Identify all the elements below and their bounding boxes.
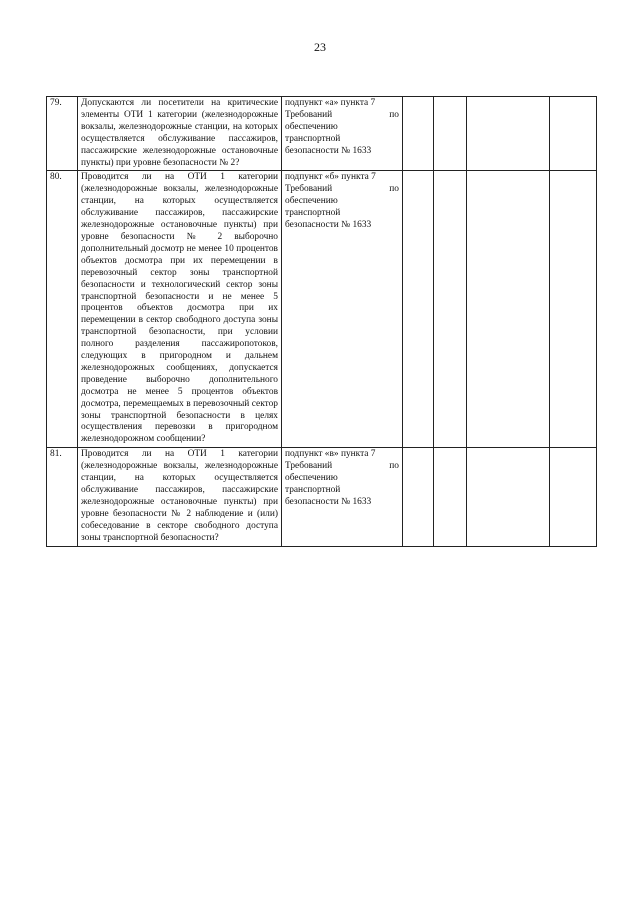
reference-line xyxy=(285,110,399,122)
reference-line: транспортной xyxy=(285,208,341,219)
row-number: 79. xyxy=(47,97,78,171)
question-text: Проводится ли на ОТИ 1 категории (железнодорожные вокзалы, железнодорожные станции, на которых осуществляется обслуживание пассажиров, пассажирские железнодорожные остановочные пункты) при уровне безопасности № 2 выборочно дополнительный досмотр не менее 10 процентов объектов досмотра при их перемещении в перевозочный сектор зоны транспортной безопасности и технологический сектор зоны транспортной безопасности и не менее 5 процентов объектов досмотра при их перемещении в сектор свободного доступа зоны транспортной безопасности, при условии полного разделения пассажиропотоков, следующих в пригородном и дальнем железнодорожных сообщениях, допускается проведение выборочно дополнительного досмотра не менее 5 процентов объектов досмотра, перемещаемых в перевозочный сектор зоны транспортной безопасности в целях осуществления перевозки в пригородном железнодорожном сообщении? xyxy=(78,171,282,448)
reference-word: Требований xyxy=(285,461,333,472)
reference-line xyxy=(285,184,399,196)
table-row xyxy=(47,97,597,171)
reference-word: по xyxy=(389,109,399,120)
question-text: Допускаются ли посетители на критические элементы ОТИ 1 категории (железнодорожные вокзалы, железнодорожные станции, на которых осуществляется обслуживание пассажиров, пассажирские железнодорожные остановочные пункты) при уровне безопасности № 2? xyxy=(78,97,282,171)
page-number: 23 xyxy=(314,40,326,54)
question-text: Проводится ли на ОТИ 1 категории (железнодорожные вокзалы, железнодорожные станции, на которых осуществляется обслуживание пассажиров, пассажирские железнодорожные остановочные пункты) при уровне безопасности № 2 наблюдение и (или) собеседование в секторе свободного доступа зоны транспортной безопасности? xyxy=(78,448,282,546)
table-row xyxy=(47,171,597,448)
reference-line: безопасности № 1633 xyxy=(285,496,372,507)
reference-line: обеспечению xyxy=(285,121,338,132)
comment-cell[interactable] xyxy=(550,171,597,448)
legal-reference xyxy=(282,448,403,546)
answer-cell[interactable] xyxy=(403,97,434,171)
answer-cell[interactable] xyxy=(403,448,434,546)
answer-cell[interactable] xyxy=(467,171,550,448)
answer-cell[interactable] xyxy=(434,97,467,171)
reference-word: Требований xyxy=(285,109,333,120)
reference-line xyxy=(285,461,399,473)
legal-reference xyxy=(282,171,403,448)
checklist-table xyxy=(46,96,597,547)
reference-line: безопасности № 1633 xyxy=(285,220,372,231)
reference-line: транспортной xyxy=(285,485,341,495)
table-row xyxy=(47,448,597,546)
answer-cell[interactable] xyxy=(467,448,550,546)
reference-word: по xyxy=(389,461,399,472)
answer-cell[interactable] xyxy=(467,97,550,171)
row-number: 81. xyxy=(47,448,78,546)
reference-line: безопасности № 1633 xyxy=(285,145,372,156)
reference-line: транспортной xyxy=(285,133,341,144)
reference-line: подпункт «а» пункта 7 xyxy=(285,98,376,108)
reference-line: обеспечению xyxy=(285,196,338,207)
reference-line: подпункт «в» пункта 7 xyxy=(285,449,376,460)
reference-word: по xyxy=(389,184,399,195)
reference-line: подпункт «б» пункта 7 xyxy=(285,172,376,183)
legal-reference xyxy=(282,97,403,171)
reference-word: Требований xyxy=(285,184,333,195)
reference-line: обеспечению xyxy=(285,473,338,484)
comment-cell[interactable] xyxy=(550,97,597,171)
comment-cell[interactable] xyxy=(550,448,597,546)
answer-cell[interactable] xyxy=(434,448,467,546)
answer-cell[interactable] xyxy=(403,171,434,448)
answer-cell[interactable] xyxy=(434,171,467,448)
row-number: 80. xyxy=(47,171,78,448)
